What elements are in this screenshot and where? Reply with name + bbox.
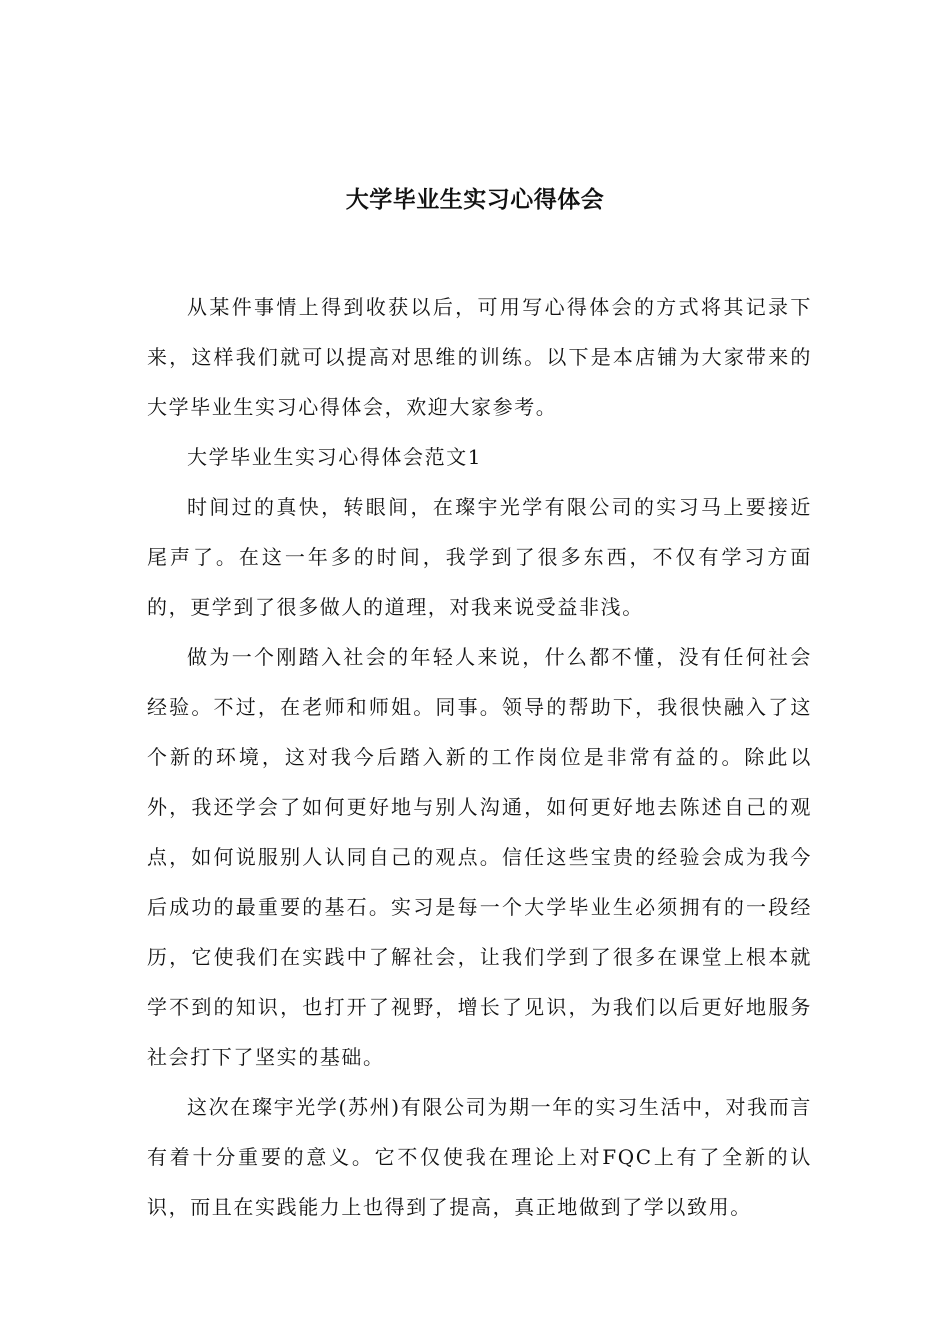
document-body: [147, 282, 812, 1232]
document-title: 大学毕业生实习心得体会: [345, 187, 605, 213]
section-heading: 大学毕业生实习心得体会范文1: [187, 445, 483, 469]
paragraph: 做为一个刚踏入社会的年轻人来说，什么都不懂，没有任何社会经验。不过，在老师和师姐。同事。领导的帮助下，我很快融入了这个新的环境，这对我今后踏入新的工作岗位是非常有益的。除此以外，我还学会了如何更好地与别人沟通，如何更好地去陈述自己的观点，如何说服别人认同自己的观点。信任这些宝贵的经验会成为我今后成功的最重要的基石。实习是每一个大学毕业生必须拥有的一段经历，它使我们在实践中了解社会，让我们学到了很多在课堂上根本就学不到的知识，也打开了视野，增长了见识，为我们以后更好地服务社会打下了坚实的基础。: [147, 645, 812, 1069]
paragraph: 时间过的真快，转眼间，在璨宇光学有限公司的实习马上要接近尾声了。在这一年多的时间，我学到了很多东西，不仅有学习方面的，更学到了很多做人的道理，对我来说受益非浅。: [147, 495, 812, 619]
paragraph: 这次在璨宇光学(苏州)有限公司为期一年的实习生活中，对我而言有着十分重要的意义。它不仅使我在理论上对FQC上有了全新的认识，而且在实践能力上也得到了提高，真正地做到了学以致用。: [147, 1095, 812, 1219]
paragraph-intro: 从某件事情上得到收获以后，可用写心得体会的方式将其记录下来，这样我们就可以提高对思维的训练。以下是本店铺为大家带来的大学毕业生实习心得体会，欢迎大家参考。: [147, 295, 812, 419]
